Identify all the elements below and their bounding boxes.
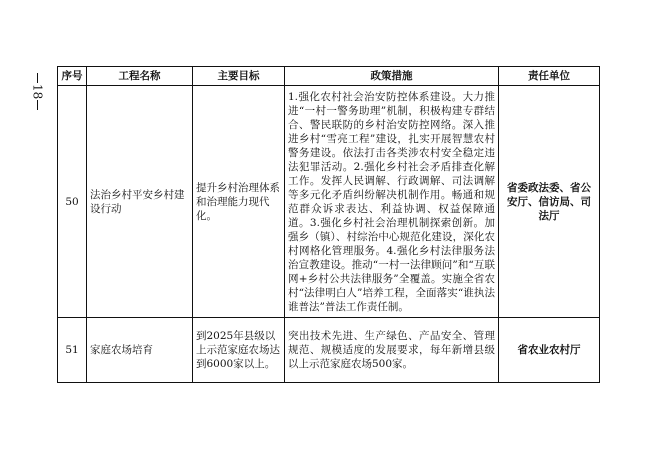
row-unit: 省委政法委、省公安厅、信访局、司法厅 xyxy=(499,86,600,318)
row-no: 50 xyxy=(58,86,87,318)
header-name: 工程名称 xyxy=(87,67,193,86)
row-measures: 1.强化农村社会治安防控体系建设。大力推进“一村一警务助理”机制，积极构建专群结合、警民联防的乡村治安防控网络。深入推进乡村“雪亮工程”建设，扎实开展智慧农村警务建设。依法打击各类涉农村安全稳定违法犯罪活动。2.强化乡村社会矛盾排查化解工作。发挥人民调解、行政调解、司法调解等多元化矛盾纠纷解决机制作用。畅通和规范群众诉求表达、利益协调、权益保障通道。3.强化乡村社会治理机制探索创新。加强乡（镇）、村综治中心规范化建设，深化农村网格化管理服务。4.强化乡村法律服务法治宣教建设。推动“一村一法律顾问”和“互联网+乡村公共法律服务”全覆盖。实施全省农村“法律明白人”培养工程，全面落实“谁执法谁普法”普法工作责任制。 xyxy=(285,86,499,318)
row-name: 法治乡村平安乡村建设行动 xyxy=(87,86,193,318)
header-no: 序号 xyxy=(58,67,87,86)
header-measures: 政策措施 xyxy=(285,67,499,86)
row-measures: 突出技术先进、生产绿色、产品安全、管理规范、规模适度的发展要求，每年新增县级以上示范家庭农场500家。 xyxy=(285,318,499,383)
table-row xyxy=(58,86,600,318)
row-goal: 到2025年县级以上示范家庭农场达到6000家以上。 xyxy=(193,318,285,383)
header-goal: 主要目标 xyxy=(193,67,285,86)
row-no: 51 xyxy=(58,318,87,383)
page-number-dash-top xyxy=(37,73,38,83)
row-name: 家庭农场培育 xyxy=(87,318,193,383)
row-goal: 提升乡村治理体系和治理能力现代化。 xyxy=(193,86,285,318)
page-number-value: 18 xyxy=(30,84,45,100)
policy-table xyxy=(57,66,600,383)
header-unit: 责任单位 xyxy=(499,67,600,86)
page-number xyxy=(30,72,44,111)
page-number-dash-bottom xyxy=(37,100,38,110)
table-header-row xyxy=(58,67,600,86)
row-unit: 省农业农村厅 xyxy=(499,318,600,383)
table-row xyxy=(58,318,600,383)
